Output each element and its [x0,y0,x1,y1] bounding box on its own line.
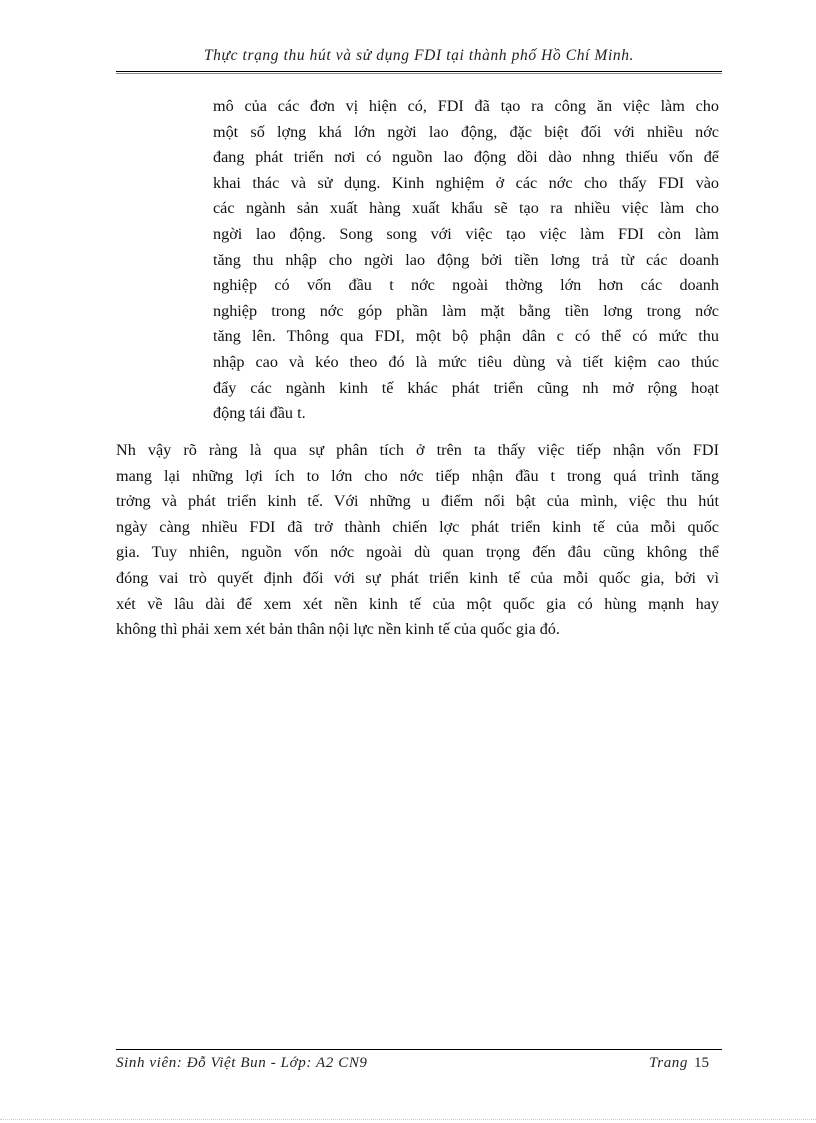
paragraph-line: tăng lên. Thông qua FDI, một bộ phận dân c có thể có mức thu [213,327,719,346]
paragraph-line: khai thác và sử dụng. Kinh nghiệm ở các nớc cho thấy FDI vào [213,173,719,192]
page-number: 15 [694,1055,709,1071]
paragraph-line: nghiệp trong nớc góp phần làm mặt bằng tiền lơng trong nớc [213,301,719,320]
paragraph-line: ngời lao động. Song song với việc tạo việc làm FDI còn làm [213,224,719,243]
paragraph-line: tăng thu nhập cho ngời lao động bởi tiền lơng trả từ các doanh [213,250,719,269]
paragraph-line: Nh vậy rõ ràng là qua sự phân tích ở trên ta thấy việc tiếp nhận vốn FDI [116,441,719,459]
paragraph-line: đang phát triển nơi có nguồn lao động dồi dào nhng thiếu vốn để [213,148,719,167]
header-rule [116,71,722,72]
paragraph-line: mô của các đơn vị hiện có, FDI đã tạo ra công ăn việc làm cho [213,97,719,115]
header-rule-secondary [116,73,722,74]
paragraph-line: một số lợng khá lớn ngời lao động, đặc biệt đối với nhiều nớc [213,122,719,141]
body-paragraph-2 [116,438,719,643]
page-label: Trang [649,1055,688,1071]
footer-page-indicator [649,1055,709,1072]
paragraph-line: gia. Tuy nhiên, nguồn vốn nớc ngoài dù quan trọng đến đâu cũng không thể [116,543,719,562]
running-header-title: Thực trạng thu hút và sử dụng FDI tại thành phố Hồ Chí Minh. [203,47,635,64]
paragraph-line: nhập cao và kéo theo đó là mức tiêu dùng và tiết kiệm cao thúc [213,352,719,371]
paragraph-line: trởng và phát triển kinh tế. Với những u điểm nổi bật của mình, việc thu hút [116,492,719,511]
page-bottom-border [0,1119,816,1120]
footer-student-info: Sinh viên: Đỗ Việt Bun - Lớp: A2 CN9 [116,1055,368,1071]
paragraph-line: xét về lâu dài để xem xét nền kinh tế của một quốc gia có hùng mạnh hay [116,594,719,613]
paragraph-line: động tái đầu t. [213,404,306,423]
paragraph-line: nghiệp có vốn đầu t nớc ngoài thờng lớn hơn các doanh [213,276,719,295]
paragraph-line: đẩy các ngành kinh tế khác phát triển cũng nh mở rộng hoạt [213,378,719,397]
paragraph-line: không thì phải xem xét bản thân nội lực nền kinh tế của quốc gia đó. [116,620,560,639]
body-paragraph-1 [213,94,719,427]
paragraph-line: đóng vai trò quyết định đối với sự phát triển kinh tế của mỗi quốc gia, bởi vì [116,568,719,587]
paragraph-line: các ngành sản xuất hàng xuất khẩu sẽ tạo ra nhiều việc làm cho [213,199,719,218]
footer-rule [116,1049,722,1050]
paragraph-line: ngày càng nhiều FDI đã trở thành chiến lợc phát triển kinh tế của mỗi quốc [116,517,719,536]
paragraph-line: mang lại những lợi ích to lớn cho nớc tiếp nhận đầu t trong quá trình tăng [116,466,719,485]
